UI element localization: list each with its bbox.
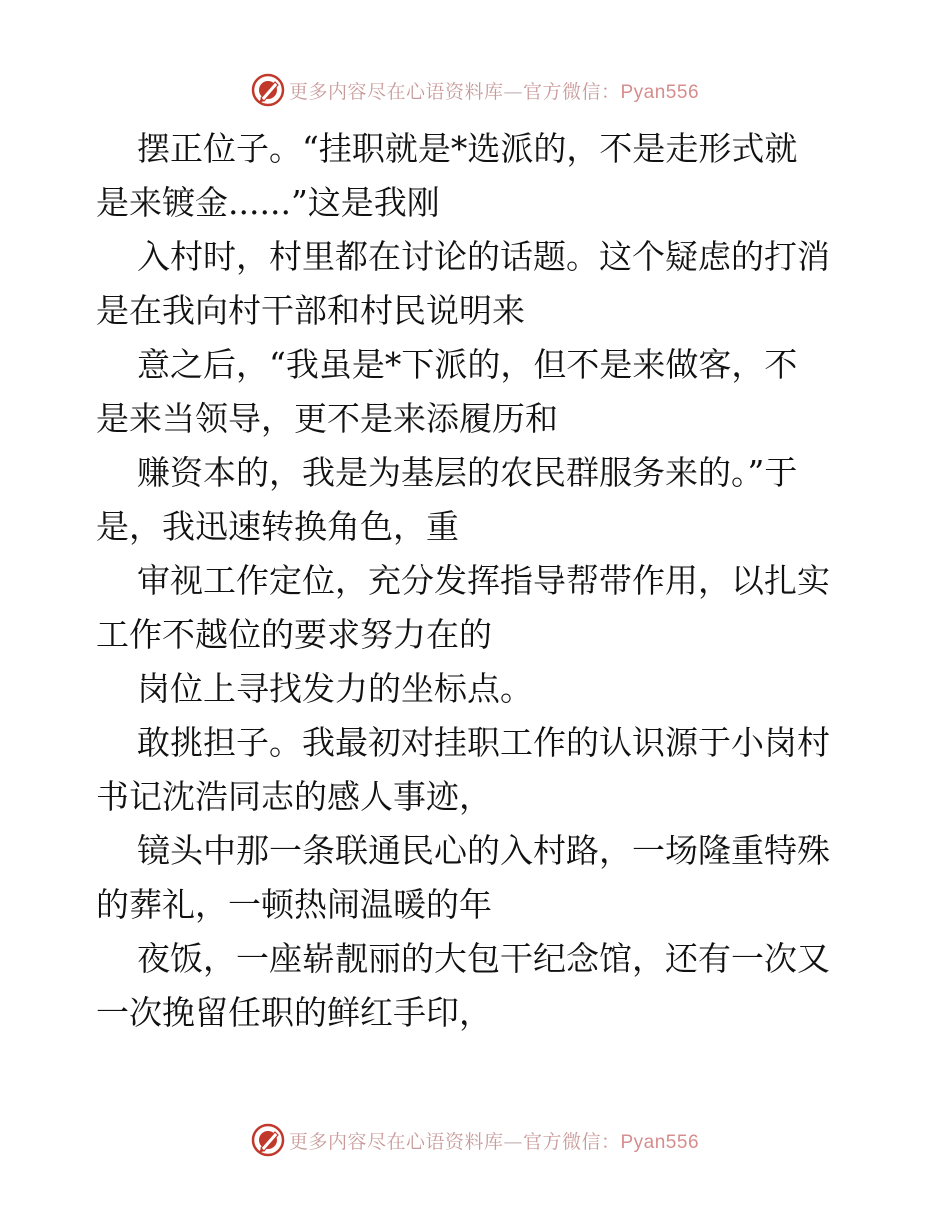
footer-banner-id: Pyan556	[620, 1131, 700, 1153]
text-line: 夜饭，一座崭靓丽的大包干纪念馆，还有一次又	[137, 939, 830, 978]
footer-banner-main: 更多内容尽在心语资料库	[288, 1130, 504, 1153]
text-line: 是在我向村干部和村民说明来	[96, 291, 525, 330]
text-line: 的葬礼，一顿热闹温暖的年	[96, 885, 492, 924]
text-line: 意之后，“我虽是*下派的，但不是来做客，不	[137, 345, 798, 384]
text-line: 是，我迅速转换角色，重	[96, 507, 459, 546]
text-line: 是来镀金......”这是我刚	[96, 183, 440, 222]
text-line: 一次挽留任职的鲜红手印，	[96, 993, 492, 1032]
text-line: 敢挑担子。我最初对挂职工作的认识源于小岗村	[137, 723, 830, 762]
header-banner-sep: —	[503, 80, 523, 103]
footer-banner-sep: —	[503, 1130, 523, 1153]
text-line: 是来当领导，更不是来添履历和	[96, 399, 558, 438]
text-line: 入村时，村里都在讨论的话题。这个疑虑的打消	[137, 237, 830, 276]
text-line: 书记沈浩同志的感人事迹，	[96, 777, 492, 816]
text-line: 审视工作定位，充分发挥指导帮带作用，以扎实	[137, 561, 830, 600]
footer-banner-text	[289, 1127, 699, 1154]
header-banner-main: 更多内容尽在心语资料库	[288, 80, 504, 103]
header-banner	[0, 70, 950, 110]
text-line: 镜头中那一条联通民心的入村路，一场隆重特殊	[137, 831, 830, 870]
pen-logo-icon	[251, 1123, 285, 1157]
document-body	[96, 122, 866, 1040]
footer-banner	[0, 1120, 950, 1160]
header-banner-id: Pyan556	[620, 81, 700, 103]
text-line: 工作不越位的要求努力在的	[96, 615, 492, 654]
pen-logo-icon	[251, 73, 285, 107]
header-banner-text	[289, 77, 699, 104]
text-line: 岗位上寻找发力的坐标点。	[137, 669, 533, 708]
footer-banner-wechat: 官方微信：	[522, 1130, 621, 1153]
text-line: 赚资本的，我是为基层的农民群服务来的。”于	[137, 453, 798, 492]
header-banner-wechat: 官方微信：	[522, 80, 621, 103]
text-line: 摆正位子。“挂职就是*选派的，不是走形式就	[137, 129, 798, 168]
